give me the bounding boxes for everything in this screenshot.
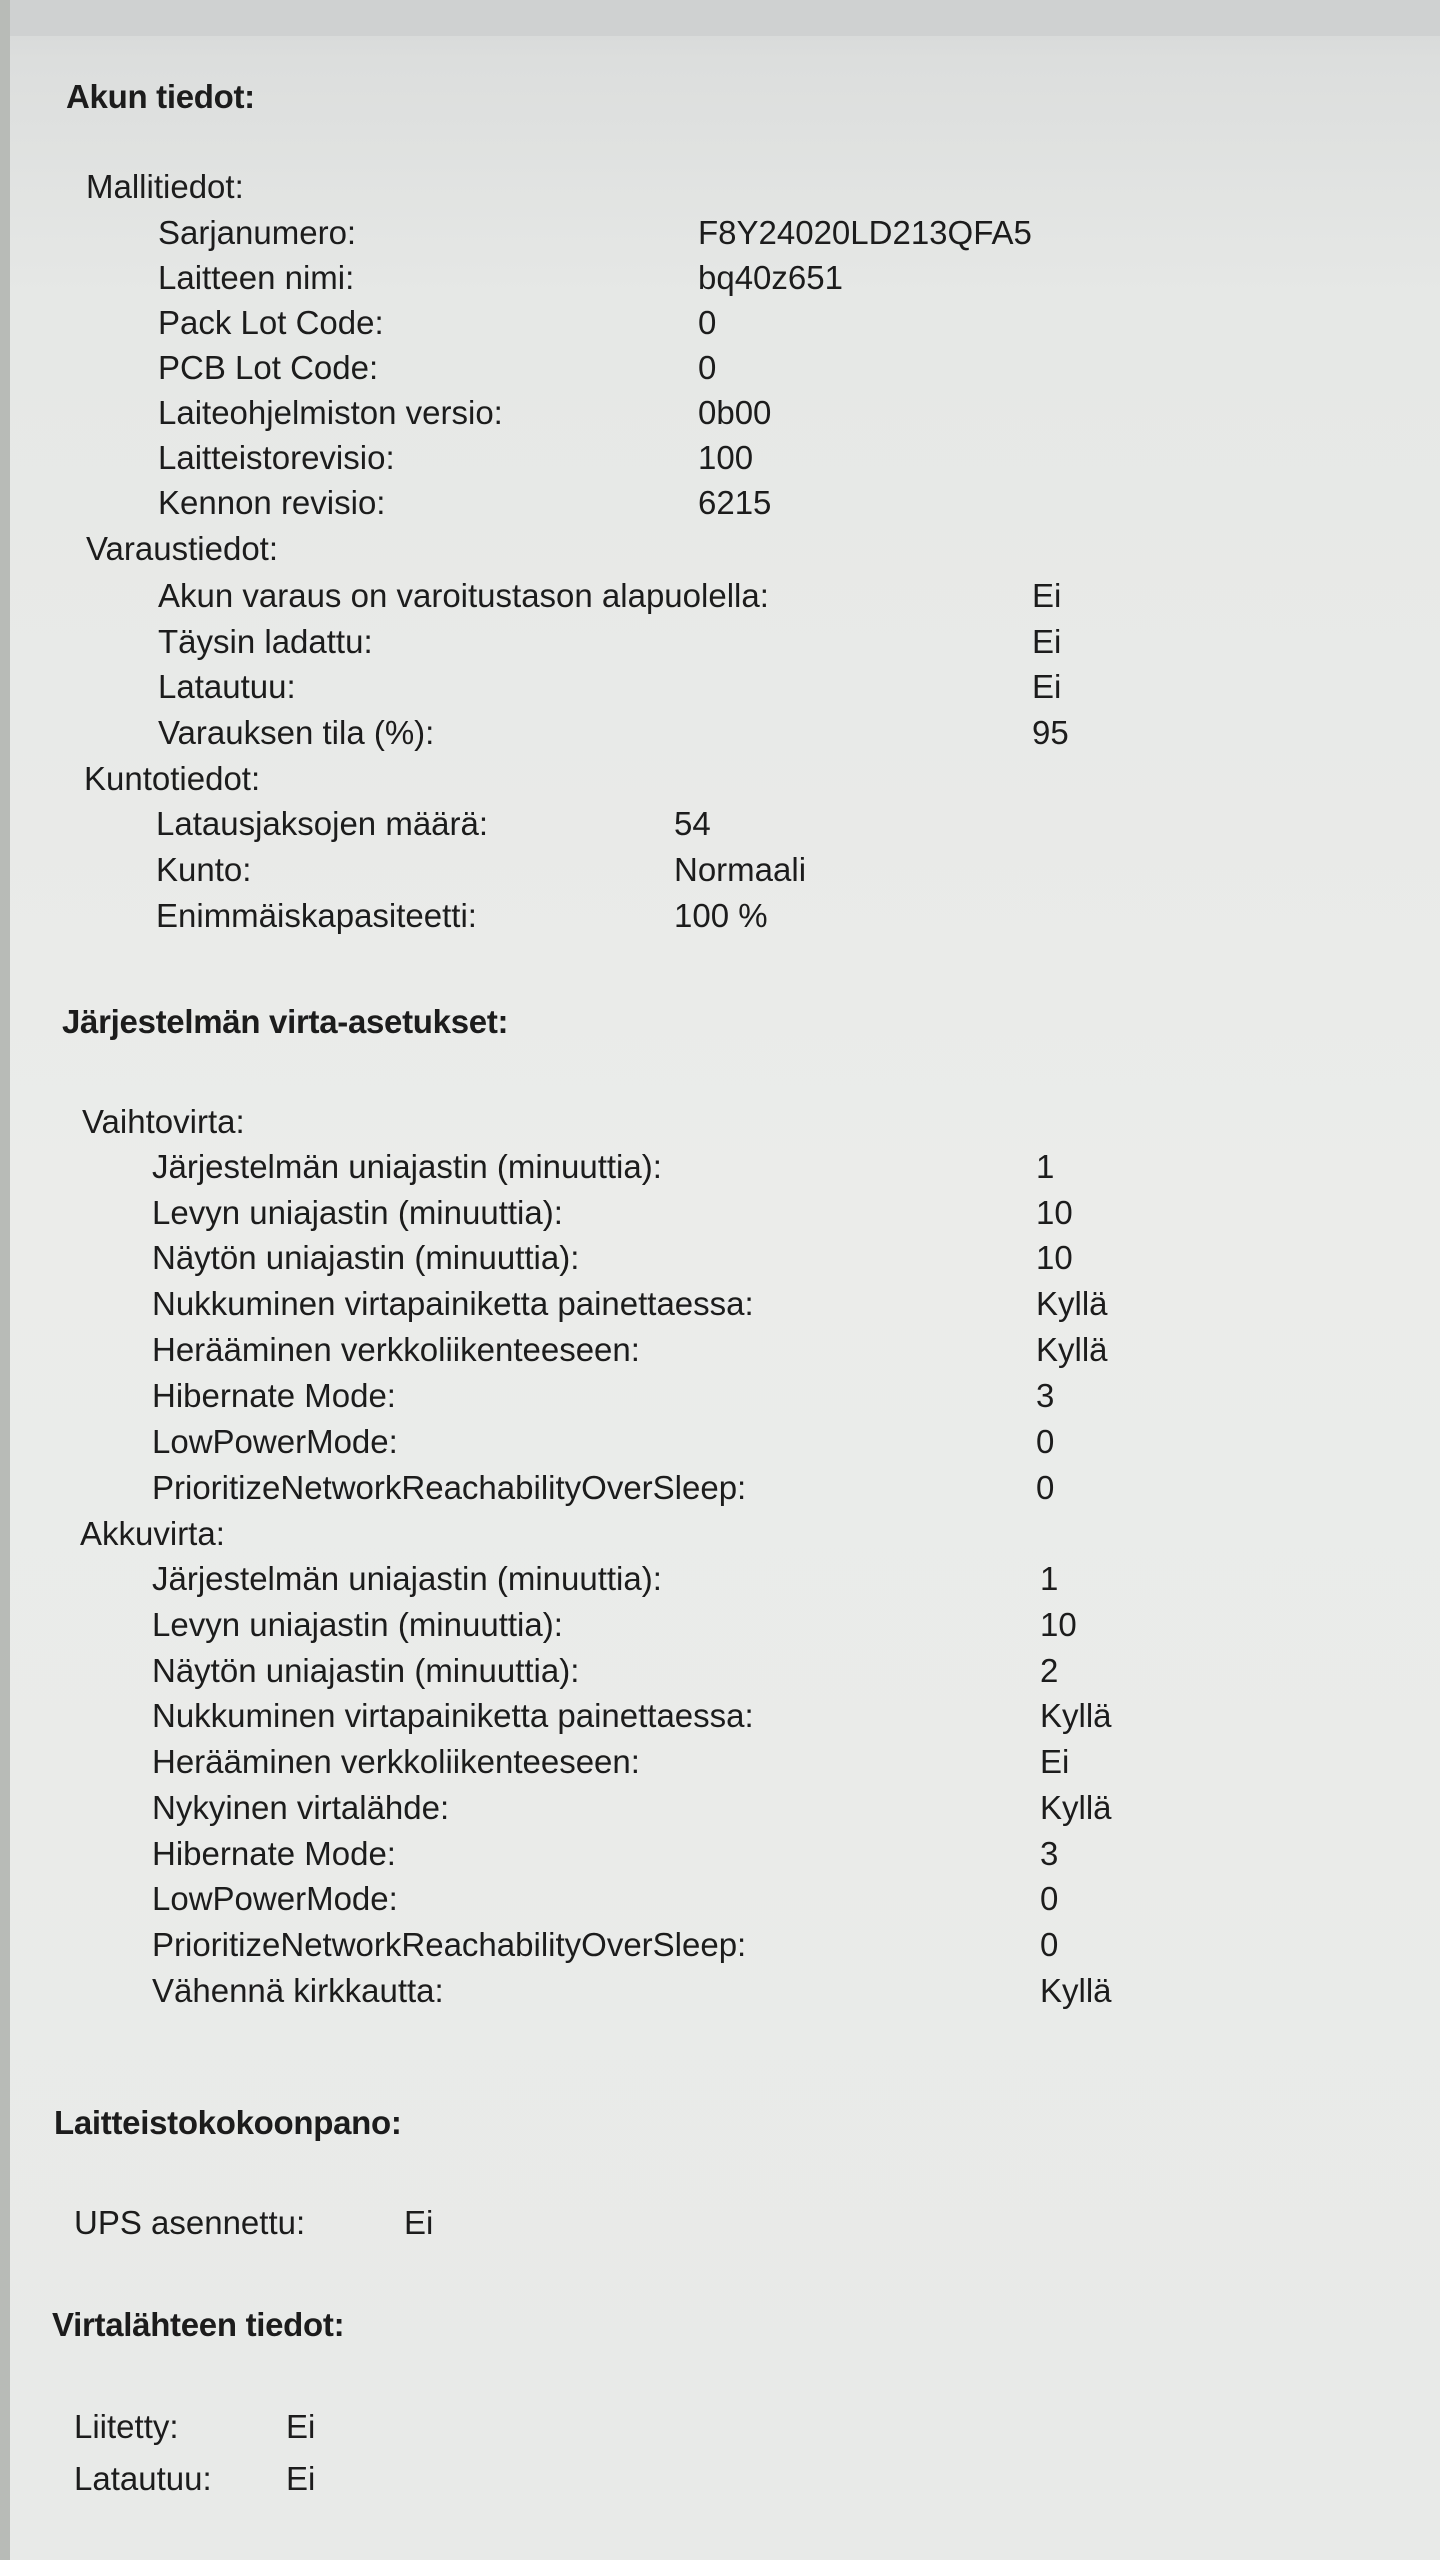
window-left-edge xyxy=(0,0,10,2560)
info-value: Ei xyxy=(404,2204,434,2241)
info-label: Akun varaus on varoitustason alapuolella: xyxy=(158,577,769,614)
info-value: 0 xyxy=(1036,1469,1055,1506)
info-label: UPS asennettu: xyxy=(74,2204,306,2241)
info-label: LowPowerMode: xyxy=(152,1880,398,1917)
info-label: Laiteohjelmiston versio: xyxy=(158,394,503,431)
info-value: 0 xyxy=(698,349,717,386)
info-label: Hibernate Mode: xyxy=(152,1835,396,1872)
info-value: Ei xyxy=(1040,1743,1070,1780)
info-label: Nukkuminen virtapainiketta painettaessa: xyxy=(152,1697,754,1734)
info-value: 10 xyxy=(1036,1239,1073,1276)
info-label: Nykyinen virtalähde: xyxy=(152,1789,450,1826)
info-value: Ei xyxy=(286,2408,316,2445)
info-value: 0 xyxy=(1040,1880,1059,1917)
info-value: 100 % xyxy=(674,897,768,934)
group-title-model: Mallitiedot: xyxy=(86,168,244,205)
info-label: Liitetty: xyxy=(74,2408,179,2445)
window-top-edge xyxy=(0,0,1440,36)
info-label: Enimmäiskapasiteetti: xyxy=(156,897,477,934)
info-value: 3 xyxy=(1040,1835,1059,1872)
info-value: 0 xyxy=(698,304,717,341)
section-heading-power-settings: Järjestelmän virta-asetukset: xyxy=(62,1003,509,1040)
info-value: 10 xyxy=(1036,1194,1073,1231)
info-value: 2 xyxy=(1040,1652,1059,1689)
info-label: PCB Lot Code: xyxy=(158,349,379,386)
info-value: Ei xyxy=(1032,623,1062,660)
info-label: Herääminen verkkoliikenteeseen: xyxy=(152,1331,640,1368)
info-value: Ei xyxy=(1032,577,1062,614)
info-label: Latautuu: xyxy=(74,2460,212,2497)
info-value: F8Y24020LD213QFA5 xyxy=(698,214,1032,251)
info-value: 10 xyxy=(1040,1606,1077,1643)
info-value: Kyllä xyxy=(1036,1285,1108,1322)
info-label: Vähennä kirkkautta: xyxy=(152,1972,444,2009)
info-label: Laitteen nimi: xyxy=(158,259,355,296)
info-value: 3 xyxy=(1036,1377,1055,1414)
info-label: Hibernate Mode: xyxy=(152,1377,396,1414)
info-value: Ei xyxy=(1032,668,1062,705)
info-label: Pack Lot Code: xyxy=(158,304,384,341)
info-label: Näytön uniajastin (minuuttia): xyxy=(152,1652,580,1689)
section-heading-battery: Akun tiedot: xyxy=(66,78,255,115)
info-value: 95 xyxy=(1032,714,1069,751)
info-label: LowPowerMode: xyxy=(152,1423,398,1460)
info-label: Kennon revisio: xyxy=(158,484,386,521)
info-value: 1 xyxy=(1036,1148,1055,1185)
info-label: Järjestelmän uniajastin (minuuttia): xyxy=(152,1560,662,1597)
info-value: 100 xyxy=(698,439,754,476)
info-label: Varauksen tila (%): xyxy=(158,714,435,751)
info-value: bq40z651 xyxy=(698,259,843,296)
info-value: 54 xyxy=(674,805,711,842)
group-title-battery-power: Akkuvirta: xyxy=(80,1515,225,1552)
info-value: Kyllä xyxy=(1040,1697,1112,1734)
group-title-charge: Varaustiedot: xyxy=(86,530,279,567)
info-label: Kunto: xyxy=(156,851,252,888)
info-label: Nukkuminen virtapainiketta painettaessa: xyxy=(152,1285,754,1322)
group-title-health: Kuntotiedot: xyxy=(84,760,261,797)
info-label: PrioritizeNetworkReachabilityOverSleep: xyxy=(152,1926,747,1963)
info-value: Normaali xyxy=(674,851,807,888)
info-label: PrioritizeNetworkReachabilityOverSleep: xyxy=(152,1469,747,1506)
info-value: 0 xyxy=(1036,1423,1055,1460)
info-label: Sarjanumero: xyxy=(158,214,357,251)
section-heading-hardware: Laitteistokokoonpano: xyxy=(54,2104,402,2141)
info-value: 6215 xyxy=(698,484,772,521)
info-label: Levyn uniajastin (minuuttia): xyxy=(152,1194,563,1231)
info-value: Kyllä xyxy=(1040,1789,1112,1826)
info-label: Levyn uniajastin (minuuttia): xyxy=(152,1606,563,1643)
info-label: Järjestelmän uniajastin (minuuttia): xyxy=(152,1148,662,1185)
info-value: Kyllä xyxy=(1036,1331,1108,1368)
info-value: 0 xyxy=(1040,1926,1059,1963)
info-label: Herääminen verkkoliikenteeseen: xyxy=(152,1743,640,1780)
info-label: Latausjaksojen määrä: xyxy=(156,805,489,842)
info-value: Ei xyxy=(286,2460,316,2497)
group-title-ac-power: Vaihtovirta: xyxy=(82,1103,245,1140)
info-label: Täysin ladattu: xyxy=(158,623,373,660)
info-value: Kyllä xyxy=(1040,1972,1112,2009)
info-value: 0b00 xyxy=(698,394,772,431)
info-label: Näytön uniajastin (minuuttia): xyxy=(152,1239,580,1276)
info-value: 1 xyxy=(1040,1560,1059,1597)
section-heading-power-source: Virtalähteen tiedot: xyxy=(52,2306,345,2343)
info-label: Latautuu: xyxy=(158,668,296,705)
info-label: Laitteistorevisio: xyxy=(158,439,395,476)
